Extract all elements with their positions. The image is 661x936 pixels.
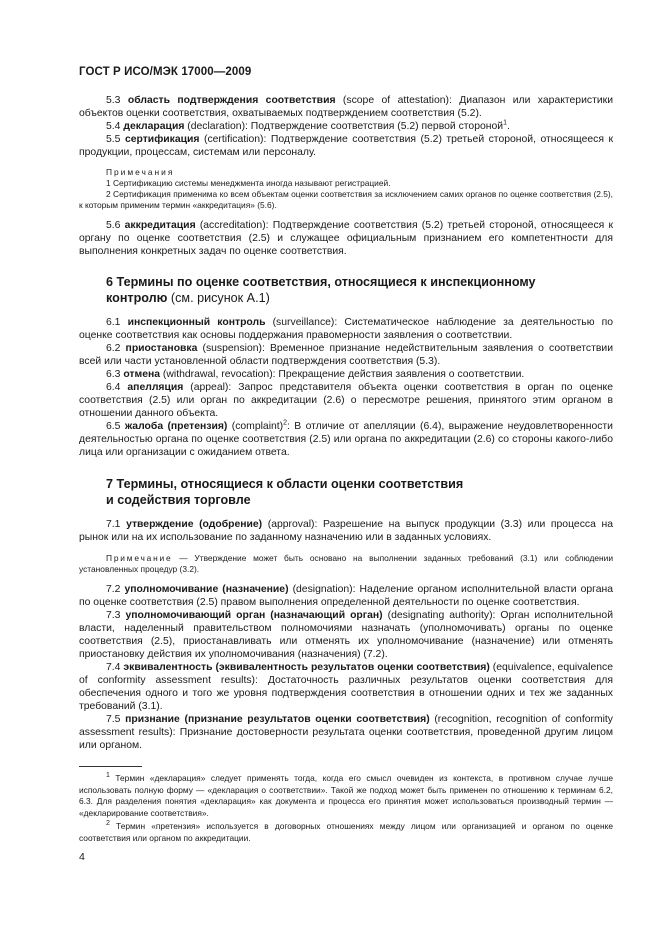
term-6-4: 6.4 апелляция (appeal): Запрос представителя объекта оценки соответствия в орган по оценке соответствия (2.5) или орган по аккредитации (2.6) о пересмотре решения, принятого этим органом в отношении данного объекта. [79, 382, 613, 419]
document-header: ГОСТ Р ИСО/МЭК 17000—2009 [79, 66, 252, 78]
section-7-heading [79, 476, 613, 508]
footnote-2: $^2$ Термин «претензия» используется в договорных отношениях между лицом или организацией и органом по оценке соответствия или органом по аккредитации. [79, 820, 613, 843]
term-5-6: 5.6 аккредитация (accreditation): Подтверждение соответствия (5.2) третьей стороной, относящееся к органу по оценке соответствия (2.5) и служащее официальным признанием его компетентности для выполнения конкретных задач по оценке соответствия. [79, 220, 613, 257]
term-5-5: 5.5 сертификация (certification): Подтверждение соответствия (5.2) третьей стороной, относящееся к продукции, процессам, системам или персоналу. [79, 134, 613, 158]
term-7-5: 7.5 признание (признание результатов оценки соответствия) (recognition, recognition of conformity assessment results): Признание достоверности результата оценки соответствия, проведенной другим лицом или органом. [79, 714, 613, 751]
note-2: 2 Сертификация применима ко всем объектам оценки соответствия за исключением самих органов по оценке соответствия (2.5), к которым применим термин «аккредитация» (5.6). [79, 189, 613, 210]
term-6-2: 6.2 приостановка (suspension): Временное признание недействительным заявления о соответствии всей или части установленной области подтверждения соответствия (5.3). [79, 343, 613, 367]
page-content [79, 94, 613, 844]
footnote-ref-1: 1 [503, 119, 507, 127]
term-7-1: 7.1 утверждение (одобрение) (approval): Разрешение на выпуск продукции (3.3) или процесса на рынок или на их использование по заданному назначению или в заданных условиях. [79, 519, 613, 543]
term-7-4: 7.4 эквивалентность (эквивалентность результатов оценки соответствия) (equivalence, equivalence of conformity assessment results): Достаточность различных результатов оценки соответствия для обеспечения одного и того же уровня подтверждения соответствия в отношении одних и тех же заданных требований (3.1). [79, 662, 614, 712]
footnote-separator [79, 766, 142, 767]
term-6-5: 6.5 жалоба (претензия) (complaint)$^2$: В отличие от апелляции (6.4), выражение неудовлетворенности деятельностью органа по оценке соответствия (2.5) или органа по аккредитации (2.6) со стороны какого-либо лица или организации с ожиданием ответа. [79, 419, 613, 458]
footnote-1: $^1$ Термин «декларация» следует применять тогда, когда его смысл очевиден из контекста, в противном случае лучше использовать полную форму — «декларация о соответствии». Такой же подход может быть применен по отношению к терминам 6.2, 6.3. Для разделения понятия «декларация» как документа и процесса его принятия может использоваться производный термин — «декларирование соответствия». [79, 772, 613, 818]
notes-title: Примечания [106, 167, 175, 177]
section-7-title-line2: и содействия торговле [106, 493, 251, 507]
section-7-title-line1: 7 Термины, относящиеся к области оценки соответствия [106, 477, 464, 491]
section-6-heading [79, 274, 613, 306]
term-5-4: 5.4 декларация (declaration): Подтверждение соответствия (5.2) первой стороной$^1$. [106, 119, 510, 132]
term-6-1: 6.1 инспекционный контроль (surveillance): Систематическое наблюдение за деятельностью по оценке соответствия как основы поддержания правомерности заявления о соответствии. [79, 317, 613, 341]
term-6-3: 6.3 отмена (withdrawal, revocation): Прекращение действия заявления о соответствии. [106, 369, 525, 380]
term-5-3: 5.3 область подтверждения соответствия (scope of attestation): Диапазон или характеристики объектов оценки соответствия, охватываемых подтверждением соответствия (5.2). [79, 95, 613, 119]
section-6-title-line2: контролю (см. рисунок А.1) [106, 291, 270, 305]
page-number: 4 [79, 851, 85, 863]
footnote-ref-2: 2 [283, 419, 288, 427]
term-7-3: 7.3 уполномочивающий орган (назначающий орган) (designating authority): Орган исполнительной власти, наделенный правительством полномочиями назначать (уполномочивать) органы по оценке соответствия (2.5), приостанавливать или отменять их уполномочивание (назначение) или отменять приостановку действия их уполномочивания (назначения) (7.2). [79, 610, 614, 660]
note-1: 1 Сертификацию системы менеджмента иногда называют регистрацией. [106, 178, 391, 188]
note-7-1: Примечание — Утверждение может быть основано на выполнении заданных требований (3.1) или соблюдении установленных процедур (3.2). [79, 553, 613, 574]
section-6-title-line1: 6 Термины по оценке соответствия, относящиеся к инспекционному [106, 275, 536, 289]
term-7-2: 7.2 уполномочивание (назначение) (designation): Наделение органом исполнительной власти органа по оценке соответствия (2.5) правом выполнения определенной деятельности по оценке соответствия. [79, 584, 614, 608]
